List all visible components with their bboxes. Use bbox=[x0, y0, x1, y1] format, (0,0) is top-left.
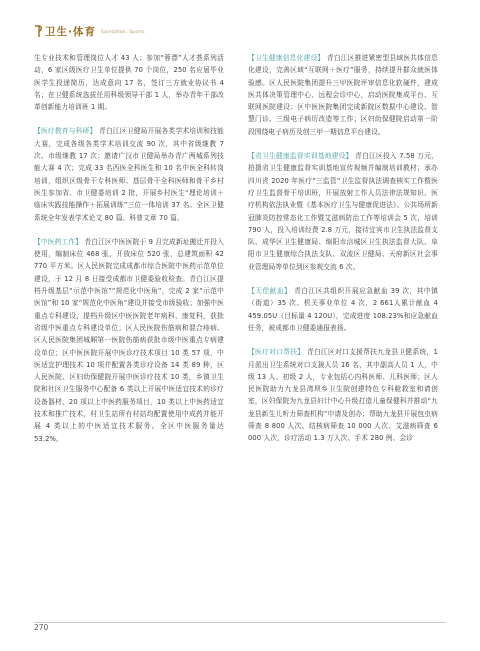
section-body: 青白江区共组织开展应急献血 39 次，其中镇（街道）35 次、机关事业单位 4 次，2 661人累计献血 4 459.05U（目标量 4 120U），完成进度 108.23%和应急献血任务，被成都市卫健委通报表扬。 bbox=[248, 287, 438, 332]
article-section bbox=[248, 150, 438, 273]
section-body: 青白江区对口支援帮扶九龙县卫健系统，1 月派出卫生系统对口支援人员 16 名，其中副高人员 1 人，中级 13 人、初级 2 人，专业包括心内科医师、儿科医师；区人民医院助力九龙县湾坝乡卫生院创建特色专科舱救室和请创室，区妇保院为九龙县妇计中心升级打造儿童保健科并推动“九龙县新生儿听力筛查机构”申请及创办；帮助九龙县开展包虫病筛查 8 800 人次、结核病筛查 10 000 人次、艾滋病筛查 6 000 人次，诊疗活动 1.3 万人次、手术 280 例、会诊 bbox=[248, 348, 438, 443]
section-body: 青白江区中医医院于 9 月完成新址搬迁并投入使用，编制床位 468 张，开放床位 520 张，总建筑面积 42 770 平方米。区人民医院完成成都市综合医院中医药示范单位建设，于 12 月 8 日接受成都市卫健委验收检查。青白江区提档升级基层“示范中医馆”“规范化中医角”，完成 2 家“示范中医馆”和 10 家“规范化中医角”建设并接受市级验收；加强中医重点专科建设，提档升级区中医医院老年病科、康复科，获批省级中医重点专科建设单位；区人民医院伤筋病和混合痔病、区人民医院集团城厢第一医院伤筋病获批市级中医重点专病建设单位；区中医医院开展中医诊疗技术项目 10 类 57 项，中医适宜护理技术 10 项并配置各类诊疗设备 14 类 89 种，区人民医院、区妇幼保健院开展中医诊疗技术 10 类，乡镇卫生院和社区卫生服务中心配备 6 类以上开展中医适宜技术的诊疗设备器材，20 项以上中医药服务项目，10 类以上中医药适宜技术和推广技术，村卫生站所有村站均配置使用中成药并能开展 4 类以上的中医适宜技术服务。全区中医服务量达 53.2%。 bbox=[34, 237, 224, 443]
section-title: 卫生·体育 bbox=[45, 25, 96, 38]
footer-divider bbox=[34, 622, 446, 623]
section-tag: 【医疗教育与科研】 bbox=[34, 127, 97, 136]
section-tag: 【省卫生健康监督实训基地建设】 bbox=[248, 152, 353, 161]
page-header bbox=[34, 22, 145, 40]
page-number: 270 bbox=[34, 623, 49, 632]
section-tag: 【医疗对口帮扶】 bbox=[248, 348, 305, 357]
section-body: 青白江区推进紧密型县域医共体信息化建设，完善区域“互联网＋医疗”服务，持续提升群众就医体验感。区人民医院集团提升三甲医院评审信息化软硬件，建成医共体决策管理中心、远程会诊中心，启动医院集成平台、互联网医院建设；区中医医院集团完成新院区数据中心建设、智慧门诊、三级电子病历改造等工作；区妇幼保健院启动第一阶段围绕电子病历及创三甲一期信息平台建设。 bbox=[248, 54, 438, 136]
article-section bbox=[248, 346, 438, 444]
right-column bbox=[248, 52, 438, 445]
intro-paragraph: 生专业技术和管理岗位人才 43 人；参加“蓉漂”人才荟系列活动，6 家区级医疗卫生单位提供 70 个岗位，250 名应届毕业医学生投递简历，达成意向 17 名，签订三方就业协议书 4 名；在卫健系统选拔任用科级领导干部 1 人，举办青年干部改革创新能力培训班 1 期。 bbox=[34, 54, 224, 112]
section-subtitle: Sanitation, Sports bbox=[101, 30, 145, 35]
section-tag: 【中医药工作】 bbox=[34, 237, 83, 246]
section-body: 青白江区卫健局开展各类学术培训和技能大赛，完成各级各类学术培训交流 90 次，其中省级继教 7 次、市级继教 17 次；邀请广汉市卫健局举办青广两城系列技能大赛 4 次；完成 33 名西医全科医生和 10 名中医全科转岗培训，组织区级骨干专科医师、基层骨干全科医师和骨干乡村医生参加省、市卫健委培训 2 批，开展乡村医生“理论培训＋临床实践技能操作＋拓展训练”三位一体培训 37 名。全区卫健系统全年发表学术论文 80 篇、科普文章 70 篇。 bbox=[34, 127, 224, 222]
article-section bbox=[248, 285, 438, 334]
article-section bbox=[34, 125, 224, 223]
section-tag: 【无偿献血】 bbox=[248, 287, 292, 296]
left-column bbox=[34, 52, 224, 445]
section-body: 青白江区投入 7.58 万元，拍摄省卫生健康监督实训基地宣传视频并编制培训教材；承办四川省 2020 年医疗“三监管”卫生监督执法调查核实工作暨医疗卫生监督骨干培训班，开展放射工作人员法律法规知识、医疗机构依法执业暨《基本医疗卫生与健康促进法》、公共场所新冠肺炎防控常态化工作暨艾滋病防治工作等培训会 5 次，培训 790 人，投入培训经费 2.8 万元，接待宜宾市卫生执法监督支队、成华区卫生健康局、绵阳市涪城区卫生执法监督大队、阜阳市卫生健康综合执法支队、双流区卫健局、天府新区社会事业管理局等单位到区参观交流 6 次。 bbox=[248, 152, 438, 271]
article-section bbox=[248, 52, 438, 138]
section-tag: 【卫生健康信息化建设】 bbox=[248, 54, 325, 62]
section-logo-icon bbox=[34, 25, 43, 38]
article-section bbox=[34, 236, 224, 445]
